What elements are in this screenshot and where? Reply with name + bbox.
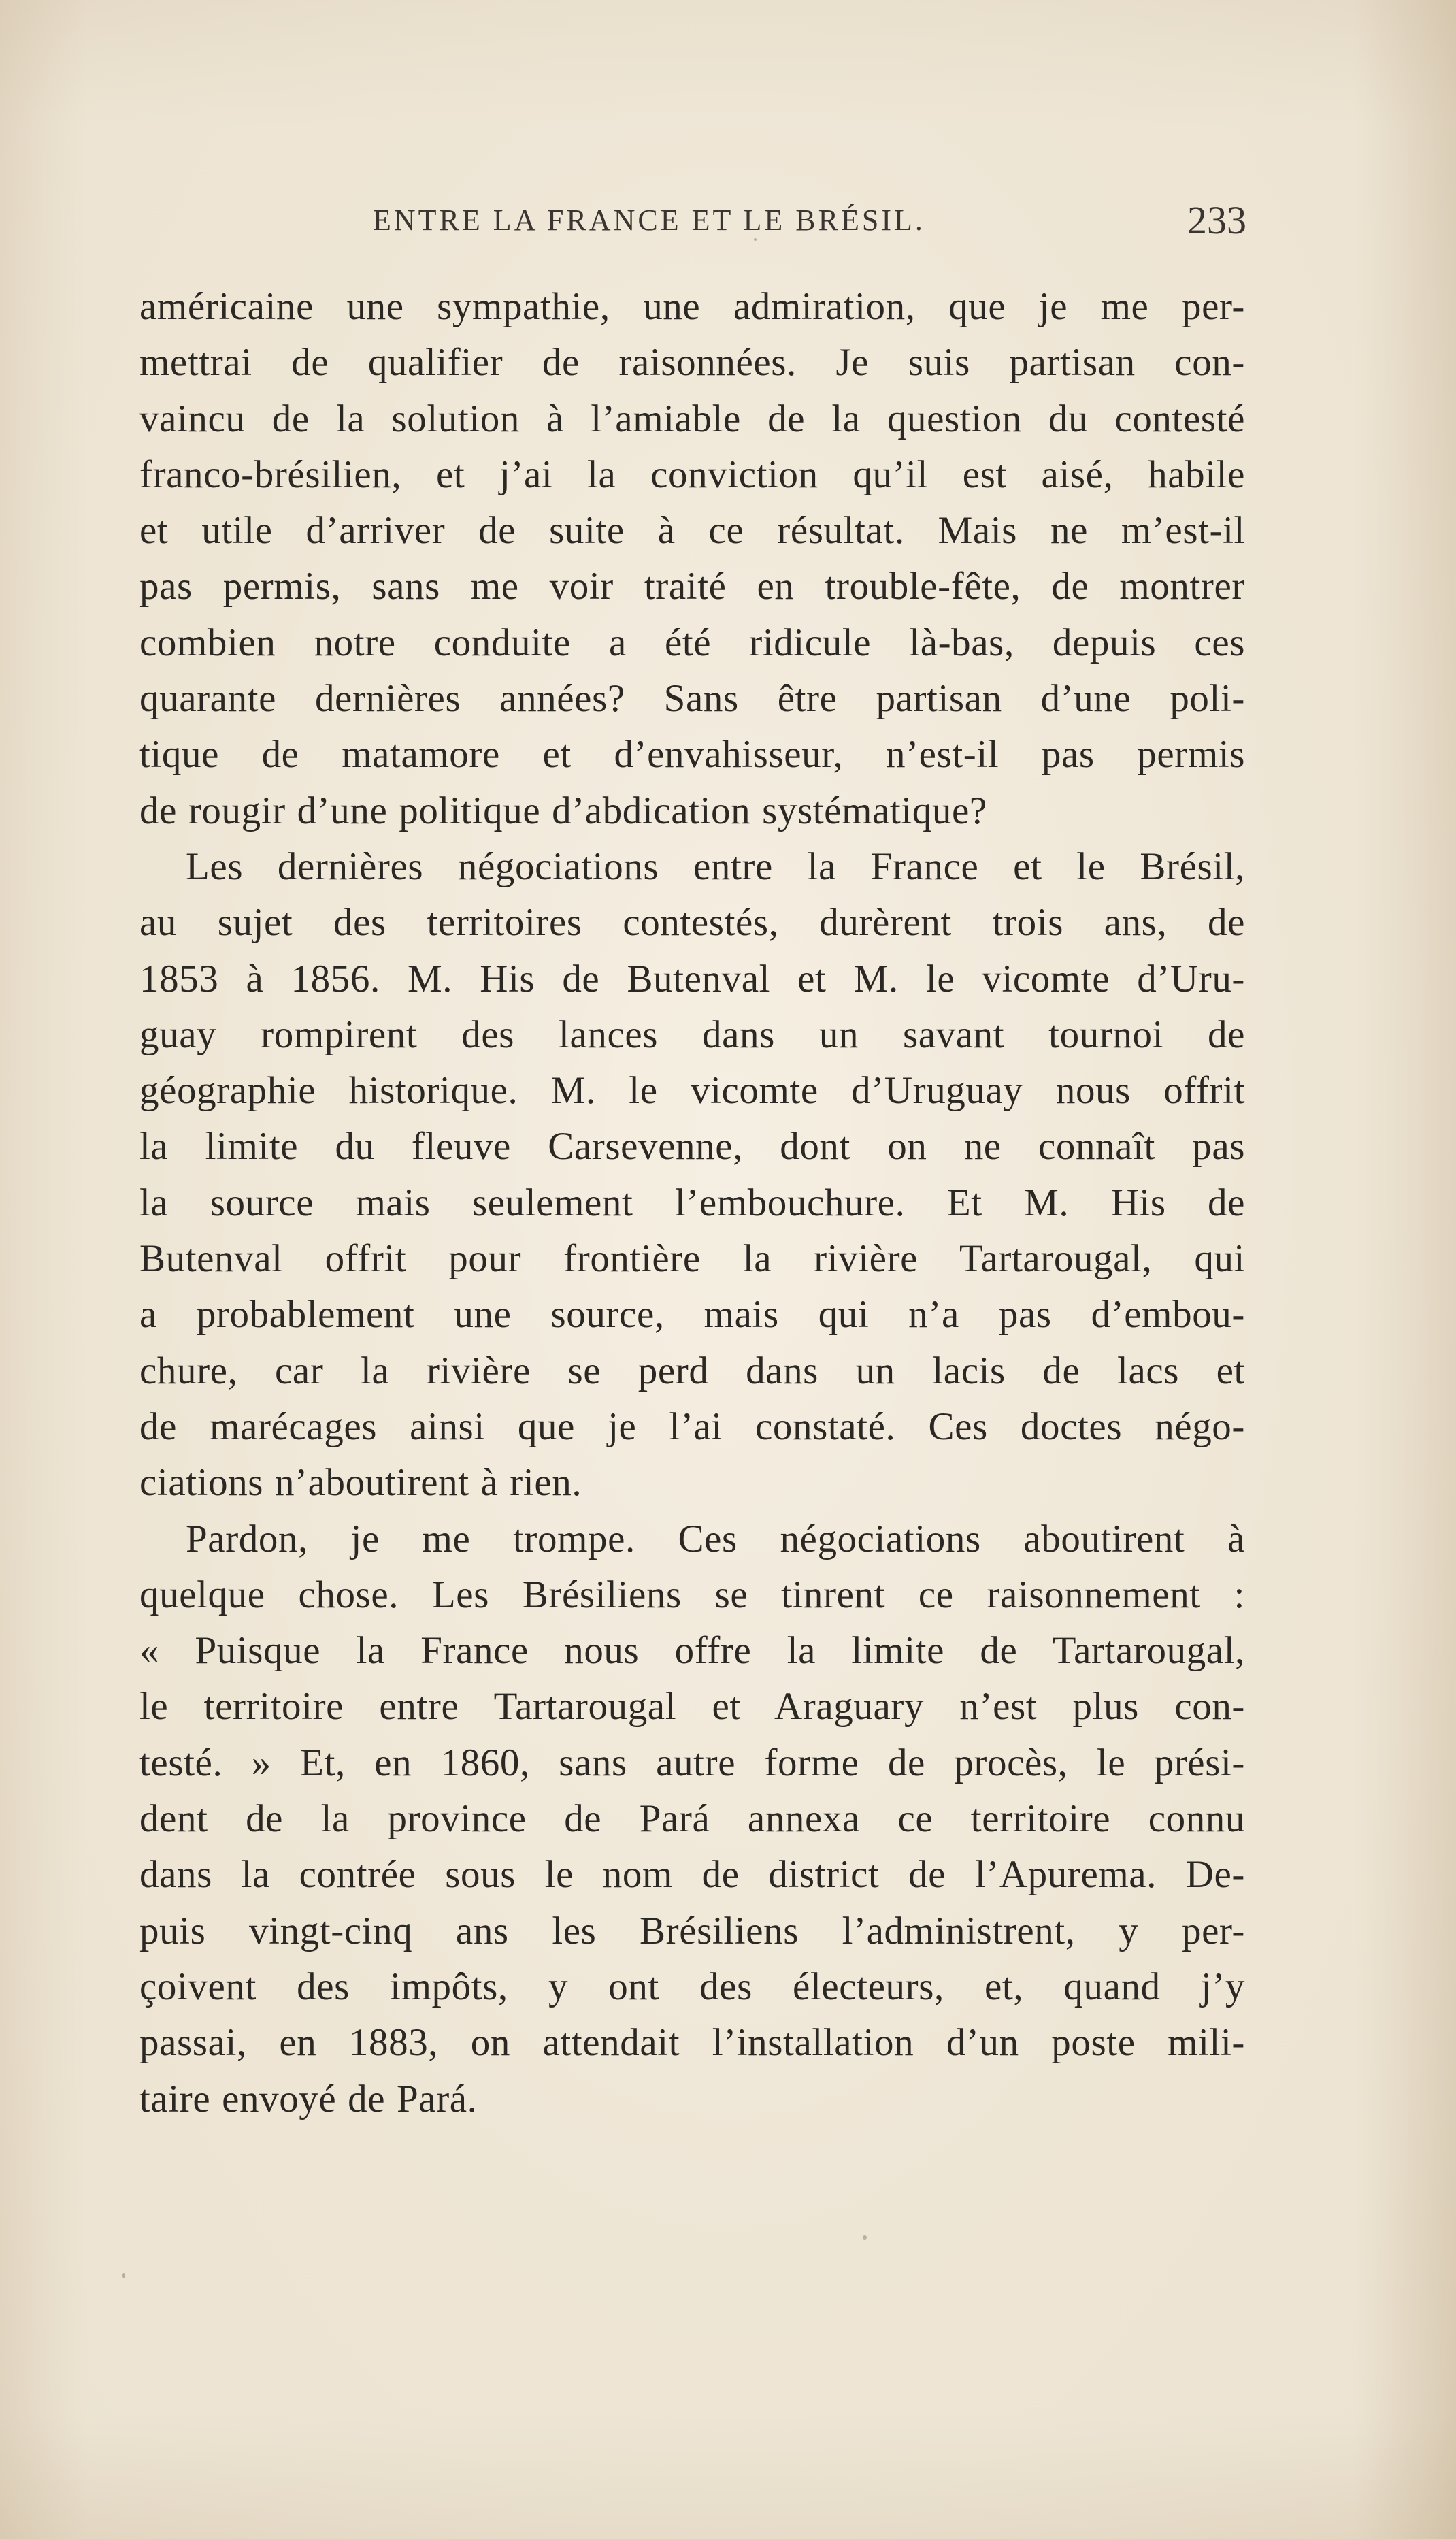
paragraph-start-line: Les dernières négociations entre la France et le Brésil, <box>186 845 1245 888</box>
paper-speck <box>122 2273 125 2278</box>
text-line: tique de matamore et d’envahisseur, n’est-il pas permis <box>139 733 1245 776</box>
running-head: ENTRE LA FRANCE ET LE BRÉSIL. <box>373 203 925 237</box>
text-line: puis vingt-cinq ans les Brésiliens l’administrent, y per- <box>139 1909 1245 1952</box>
text-line: la source mais seulement l’embouchure. Et M. His de <box>139 1181 1245 1224</box>
text-line: la limite du fleuve Carsevenne, dont on ne connaît pas <box>139 1125 1245 1168</box>
text-line: quarante dernières années? Sans être partisan d’une poli- <box>139 677 1245 721</box>
text-line: quelque chose. Les Brésiliens se tinrent ce raisonnement : <box>139 1573 1245 1616</box>
text-line: dent de la province de Pará annexa ce territoire connu <box>139 1797 1245 1841</box>
text-line: ciations n’aboutirent à rien. <box>139 1461 582 1505</box>
text-line: américaine une sympathie, une admiration, que je me per- <box>139 285 1245 328</box>
paper-speck <box>754 238 757 241</box>
text-line: et utile d’arriver de suite à ce résultat. Mais ne m’est-il <box>139 509 1245 553</box>
text-line: mettrai de qualifier de raisonnées. Je suis partisan con- <box>139 341 1245 384</box>
text-line: taire envoyé de Pará. <box>139 2077 478 2120</box>
text-line: géographie historique. M. le vicomte d’Uruguay nous offrit <box>139 1069 1245 1113</box>
paragraph-start-line: Pardon, je me trompe. Ces négociations aboutirent à <box>186 1517 1245 1560</box>
text-line: guay rompirent des lances dans un savant tournoi de <box>139 1013 1245 1056</box>
text-line: çoivent des impôts, y ont des électeurs, et, quand j’y <box>139 1965 1245 2008</box>
text-line: « Puisque la France nous offre la limite de Tartarougal, <box>139 1629 1245 1673</box>
page-number: 233 <box>1187 198 1246 242</box>
text-line: de marécages ainsi que je l’ai constaté. Ces doctes négo- <box>139 1405 1245 1448</box>
text-line: au sujet des territoires contestés, durèrent trois ans, de <box>139 901 1245 945</box>
paper-speck <box>863 2235 867 2240</box>
text-line: pas permis, sans me voir traité en trouble-fête, de montrer <box>139 565 1245 608</box>
text-line: 1853 à 1856. M. His de Butenval et M. le vicomte d’Uru- <box>139 957 1245 1000</box>
text-line: vaincu de la solution à l’amiable de la question du contesté <box>139 397 1245 440</box>
text-line: dans la contrée sous le nom de district de l’Apurema. De- <box>139 1853 1245 1897</box>
text-line: passai, en 1883, on attendait l’installation d’un poste mili- <box>139 2021 1245 2065</box>
text-line: testé. » Et, en 1860, sans autre forme de procès, le prési- <box>139 1741 1245 1784</box>
text-line: a probablement une source, mais qui n’a pas d’embou- <box>139 1293 1245 1337</box>
text-line: Butenval offrit pour frontière la rivière Tartarougal, qui <box>139 1237 1245 1281</box>
text-line: chure, car la rivière se perd dans un lacis de lacs et <box>139 1349 1245 1392</box>
text-line: de rougir d’une politique d’abdication systématique? <box>139 789 987 832</box>
text-line: combien notre conduite a été ridicule là-bas, depuis ces <box>139 621 1245 664</box>
body-text <box>139 279 1245 2127</box>
text-line: franco-brésilien, et j’ai la conviction qu’il est aisé, habile <box>139 453 1245 496</box>
text-line: le territoire entre Tartarougal et Araguary n’est plus con- <box>139 1685 1245 1729</box>
